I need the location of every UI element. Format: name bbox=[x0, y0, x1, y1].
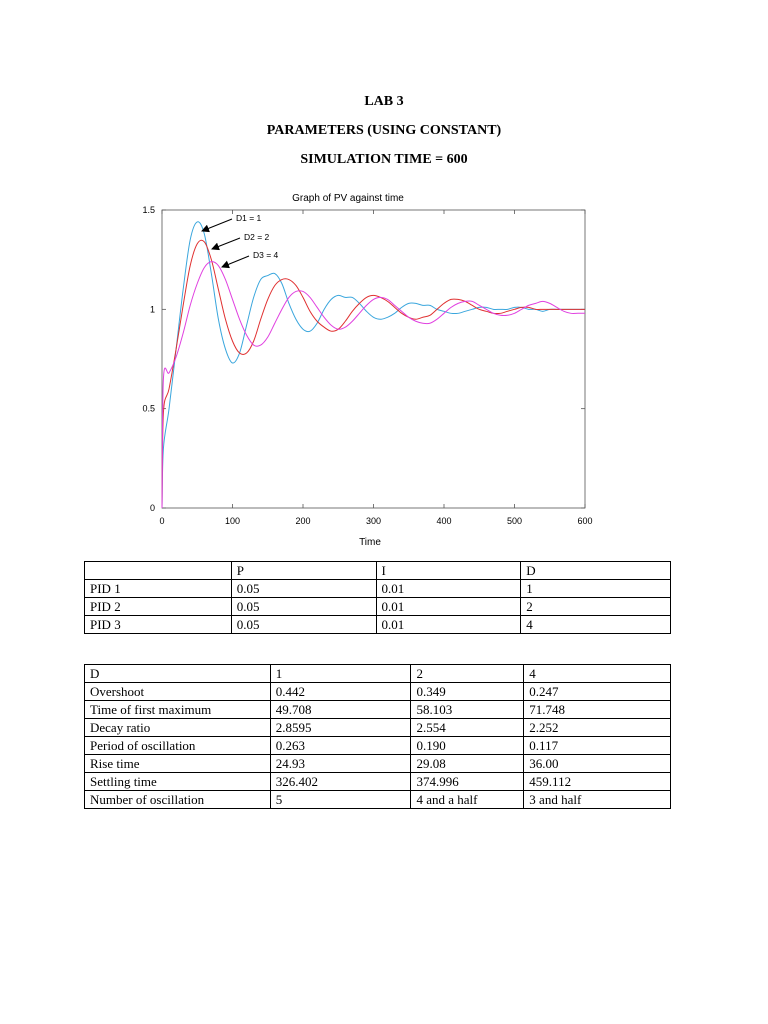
table-cell: 0.190 bbox=[411, 737, 524, 755]
table-cell: 4 bbox=[521, 616, 671, 634]
column-header: P bbox=[231, 562, 376, 580]
pid-parameters-table bbox=[84, 561, 671, 634]
table-cell: PID 3 bbox=[85, 616, 232, 634]
x-tick-label: 500 bbox=[506, 516, 523, 526]
table-cell: Rise time bbox=[85, 755, 271, 773]
table-cell: 0.01 bbox=[376, 580, 521, 598]
column-header bbox=[85, 562, 232, 580]
table-cell: Time of first maximum bbox=[85, 701, 271, 719]
table-cell: 459.112 bbox=[524, 773, 671, 791]
table-cell: Number of oscillation bbox=[85, 791, 271, 809]
annotation-arrow bbox=[212, 238, 240, 249]
table-cell: 0.05 bbox=[231, 598, 376, 616]
table-cell: Period of oscillation bbox=[85, 737, 271, 755]
table-cell: 2.252 bbox=[524, 719, 671, 737]
table-row bbox=[85, 719, 671, 737]
chart-annotations bbox=[202, 213, 279, 267]
table-cell: 0.01 bbox=[376, 616, 521, 634]
parameters-heading: PARAMETERS (USING CONSTANT) bbox=[266, 123, 502, 138]
annotation-arrow bbox=[222, 256, 249, 267]
table-cell: PID 2 bbox=[85, 598, 232, 616]
table-cell: 0.05 bbox=[231, 616, 376, 634]
table-cell: PID 1 bbox=[85, 580, 232, 598]
table-row bbox=[85, 701, 671, 719]
x-tick-label: 600 bbox=[577, 516, 593, 526]
y-tick-label: 0.5 bbox=[142, 403, 155, 414]
table-cell: 5 bbox=[270, 791, 411, 809]
table-cell: 0.117 bbox=[524, 737, 671, 755]
table-cell: 2 bbox=[521, 598, 671, 616]
column-header: I bbox=[376, 562, 521, 580]
table-cell: 71.748 bbox=[524, 701, 671, 719]
metrics_table-header-row bbox=[85, 665, 671, 683]
table-row bbox=[85, 737, 671, 755]
y-tick-label: 1 bbox=[149, 304, 155, 315]
table-row bbox=[85, 598, 671, 616]
table-cell: 326.402 bbox=[270, 773, 411, 791]
annotation-arrow bbox=[202, 219, 232, 231]
table-cell: 0.442 bbox=[270, 683, 411, 701]
y-tick-label: 0 bbox=[149, 503, 155, 513]
pid_table-header-row bbox=[85, 562, 671, 580]
chart-axes bbox=[142, 205, 592, 526]
x-tick-label: 0 bbox=[159, 516, 165, 526]
table-cell: 374.996 bbox=[411, 773, 524, 791]
column-header: D bbox=[85, 665, 271, 683]
table-cell: 1 bbox=[521, 580, 671, 598]
table-cell: 0.263 bbox=[270, 737, 411, 755]
table-row bbox=[85, 683, 671, 701]
table-cell: 3 and half bbox=[524, 791, 671, 809]
series-line-d1 bbox=[162, 222, 585, 508]
table-cell: 2.554 bbox=[411, 719, 524, 737]
table-cell: 36.00 bbox=[524, 755, 671, 773]
table-cell: 0.05 bbox=[231, 580, 376, 598]
table-row bbox=[85, 791, 671, 809]
column-header: D bbox=[521, 562, 671, 580]
x-tick-label: 100 bbox=[224, 516, 241, 526]
plot-frame bbox=[162, 210, 585, 508]
x-tick-label: 300 bbox=[365, 516, 382, 526]
column-header: 1 bbox=[270, 665, 411, 683]
y-tick-label: 1.5 bbox=[142, 205, 155, 215]
table-row bbox=[85, 755, 671, 773]
table-cell: 0.247 bbox=[524, 683, 671, 701]
annotation-label-d1: D1 = 1 bbox=[236, 213, 262, 223]
table-cell: 49.708 bbox=[270, 701, 411, 719]
table-cell: 4 and a half bbox=[411, 791, 524, 809]
table-row bbox=[85, 580, 671, 598]
table-row bbox=[85, 773, 671, 791]
column-header: 2 bbox=[411, 665, 524, 683]
table-cell: 29.08 bbox=[411, 755, 524, 773]
column-header: 4 bbox=[524, 665, 671, 683]
annotation-label-d3: D3 = 4 bbox=[253, 250, 279, 260]
table-cell: 24.93 bbox=[270, 755, 411, 773]
lab-title: LAB 3 bbox=[364, 94, 404, 109]
x-axis-label: Time bbox=[359, 537, 381, 548]
table-row bbox=[85, 616, 671, 634]
chart-title: Graph of PV against time bbox=[292, 193, 404, 204]
table-cell: Decay ratio bbox=[85, 719, 271, 737]
performance-metrics-table bbox=[84, 664, 671, 809]
table-cell: Overshoot bbox=[85, 683, 271, 701]
series-line-d3 bbox=[162, 262, 585, 508]
annotation-label-d2: D2 = 2 bbox=[244, 232, 270, 242]
x-tick-label: 200 bbox=[295, 516, 311, 526]
chart-series bbox=[162, 222, 585, 508]
table-cell: 58.103 bbox=[411, 701, 524, 719]
table-cell: 0.349 bbox=[411, 683, 524, 701]
pv-vs-time-chart bbox=[120, 186, 620, 556]
table-cell: 2.8595 bbox=[270, 719, 411, 737]
x-tick-label: 400 bbox=[436, 516, 452, 526]
table-cell: 0.01 bbox=[376, 598, 521, 616]
table-cell: Settling time bbox=[85, 773, 271, 791]
simulation-time-heading: SIMULATION TIME = 600 bbox=[300, 152, 468, 167]
